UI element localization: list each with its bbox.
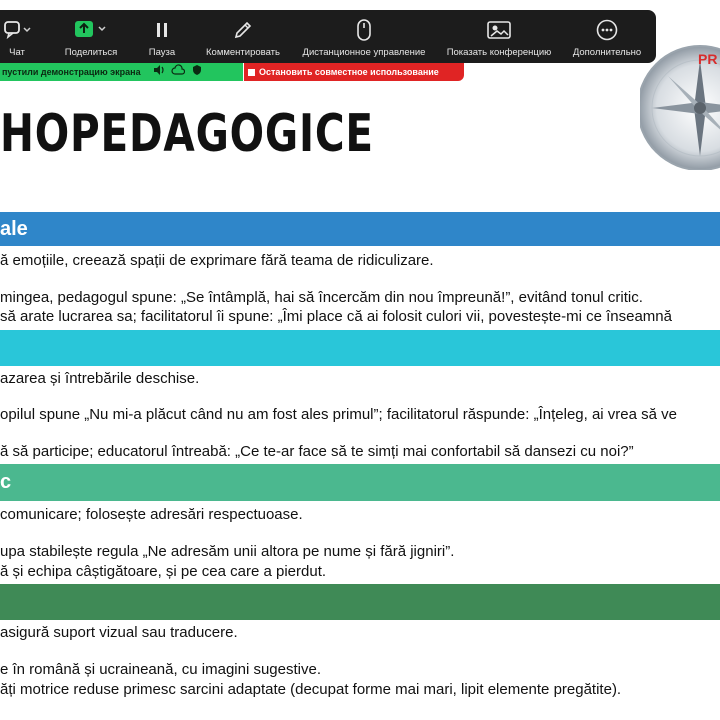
toolbar-remote-control-label: Дистанционное управление [302, 47, 426, 58]
toolbar-pause-button[interactable] [142, 10, 182, 63]
toolbar-more-label: Дополнительно [572, 47, 642, 58]
toolbar-remote-control-button[interactable] [294, 10, 434, 63]
toolbar-share-label: Поделиться [64, 47, 118, 58]
section-2-line-2: opilul spune „Nu mi-a plăcut când nu am fost ales primul”; facilitatorul răspunde: „Înțeleg, ai vrea să ve [0, 406, 677, 423]
section-heading-1: ale [0, 217, 28, 240]
section-4-line-2: e în română și ucraineană, cu imagini sugestive. [0, 661, 322, 678]
section-1-line-1: ă emoțiile, creează spații de exprimare fără teama de ridiculizare. [0, 252, 434, 269]
section-3-line-2: upa stabilește regula „Ne adresăm unii altora pe nume și fără jigniri”. [0, 543, 455, 560]
mouse-icon [355, 18, 373, 42]
section-4-line-3: ăți motrice reduse primesc sarcini adaptate (decupat forme mai mari, lipit elemente pregătite). [0, 681, 622, 698]
shield-icon [191, 63, 203, 81]
pause-icon [152, 18, 172, 42]
stop-sharing-label: Остановить совместное использование [259, 67, 439, 77]
stop-square-icon [248, 69, 255, 76]
toolbar-show-meeting-label: Показать конференцию [446, 47, 552, 58]
cloud-icon [171, 63, 185, 81]
section-band-4 [0, 584, 720, 620]
sharing-status-text: пустили демонстрацию экрана [2, 67, 141, 77]
chat-icon [2, 18, 32, 42]
section-4-line-1: asigură suport vizual sau traducere. [0, 624, 238, 641]
toolbar-more-button[interactable] [566, 10, 648, 63]
section-1-line-2: mingea, pedagogul spune: „Se întâmplă, hai să încercăm din nou împreună!”, evitând tonul critic. [0, 289, 643, 306]
section-band-1 [0, 212, 720, 246]
share-screen-icon [69, 18, 113, 42]
toolbar-annotate-button[interactable] [200, 10, 286, 63]
meeting-toolbar [0, 10, 656, 63]
slide-title: HOPEDAGOGICE [0, 104, 374, 164]
section-3-line-1: comunicare; folosește adresări respectuoase. [0, 506, 303, 523]
toolbar-show-meeting-button[interactable] [440, 10, 558, 63]
pencil-icon [232, 18, 254, 42]
toolbar-chat-label: Чат [9, 47, 25, 58]
logo-fragment: PR [698, 51, 718, 67]
toolbar-annotate-label: Комментировать [206, 47, 280, 58]
section-band-3 [0, 464, 720, 501]
toolbar-pause-label: Пауза [148, 47, 176, 58]
audio-level-icon [153, 63, 165, 81]
more-icon [595, 18, 619, 42]
stop-sharing-button[interactable] [244, 63, 464, 81]
toolbar-share-button[interactable] [60, 10, 122, 63]
sharing-status-bar [0, 63, 243, 81]
toolbar-chat-button[interactable] [0, 10, 34, 63]
section-heading-3: c [0, 471, 12, 493]
section-3-line-3: ă și echipa câștigătoare, și pe cea care a pierdut. [0, 563, 327, 580]
picture-icon [486, 18, 512, 42]
section-band-2 [0, 330, 720, 366]
section-2-line-1: azarea și întrebările deschise. [0, 370, 200, 387]
section-2-line-3: ă să participe; educatorul întreabă: „Ce te-ar face să te simți mai confortabil să dansezi cu noi?” [0, 443, 634, 460]
section-1-line-3: să arate lucrarea sa; facilitatorul îi spune: „Îmi place că ai folosit culori vii, povestește-mi ce înseamnă [0, 308, 672, 325]
